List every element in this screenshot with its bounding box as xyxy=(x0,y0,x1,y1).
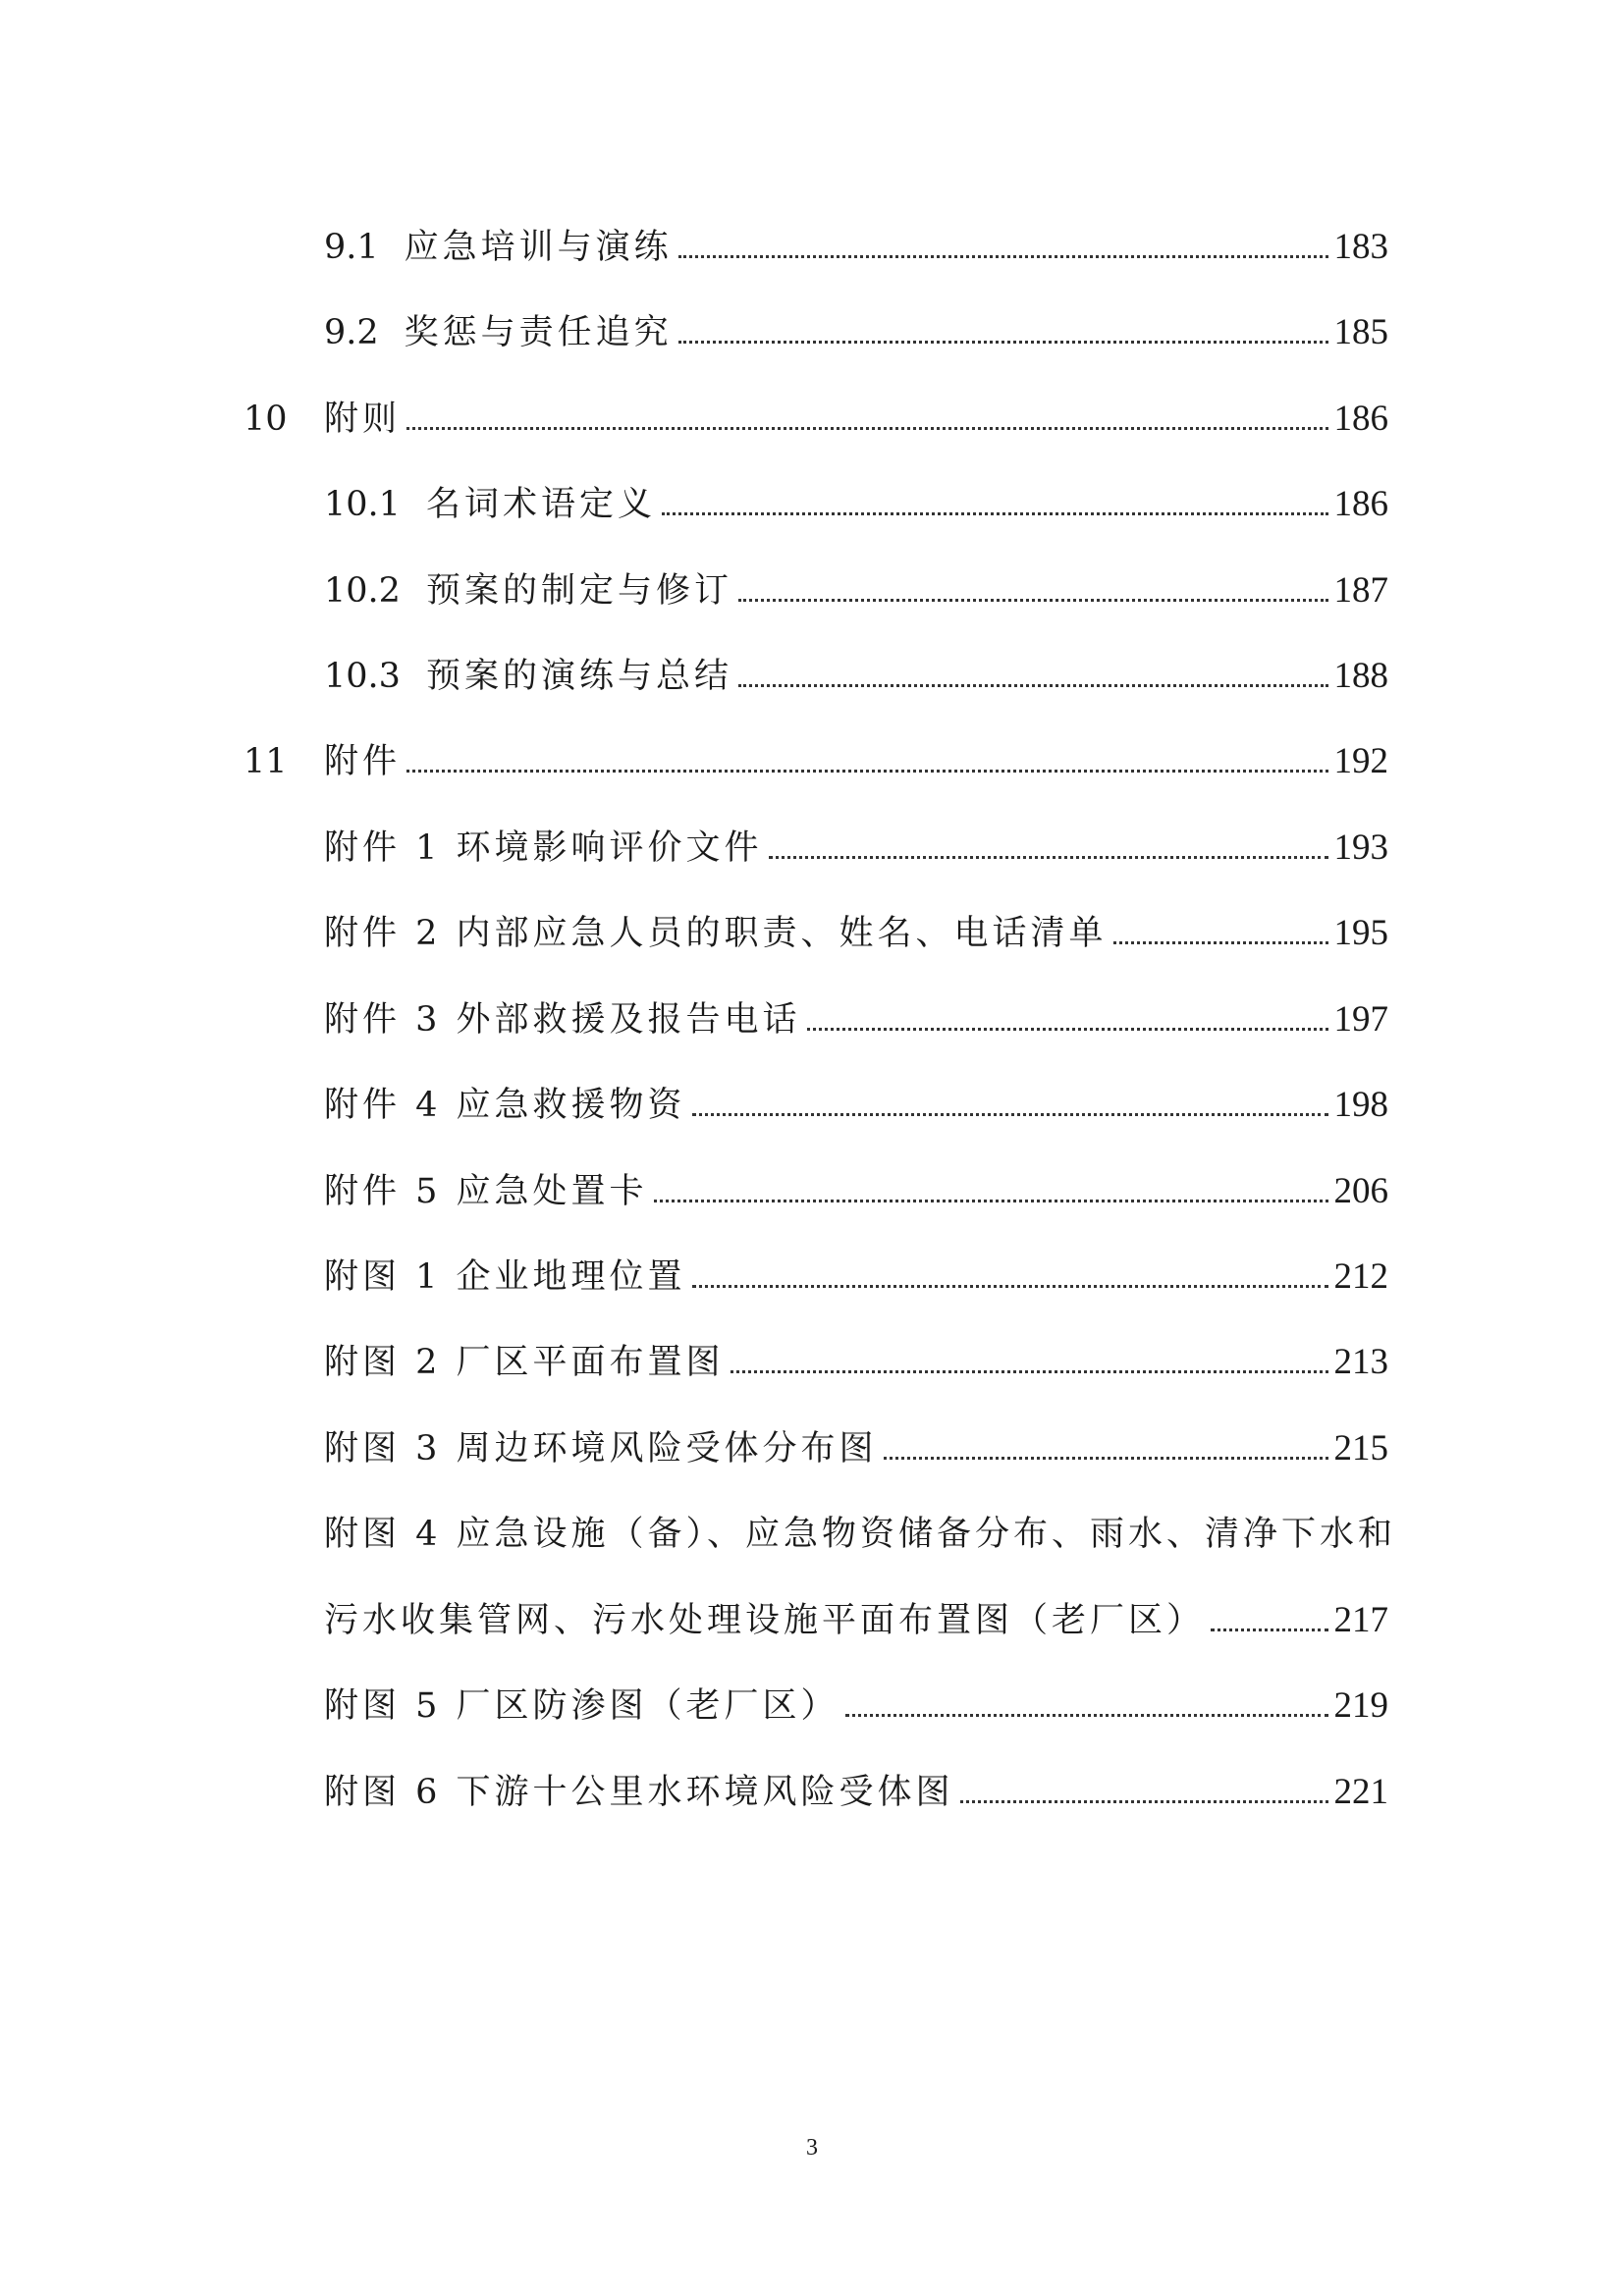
toc-entry[interactable] xyxy=(324,1410,1388,1468)
toc-entry-page: 186 xyxy=(1333,399,1388,439)
dot-leader xyxy=(692,1112,1328,1116)
toc-entry-title: 附件 4 应急救援物资 xyxy=(324,1086,686,1125)
dot-leader xyxy=(662,511,1328,515)
toc-entry-continuation[interactable] xyxy=(324,1581,1388,1640)
toc-entry-title: 预案的演练与总结 xyxy=(425,657,732,696)
toc-entry-title: 附件 3 外部救援及报告电话 xyxy=(324,1000,801,1040)
toc-entry-title: 附图 1 企业地理位置 xyxy=(324,1257,686,1297)
toc-entry-page: 219 xyxy=(1333,1685,1388,1726)
toc-entry[interactable] xyxy=(324,894,1388,953)
toc-entry-page: 217 xyxy=(1333,1600,1388,1640)
toc-entry-title: 名词术语定义 xyxy=(425,485,656,524)
dot-leader xyxy=(738,598,1328,602)
toc-entry[interactable] xyxy=(324,1667,1388,1726)
toc-entry-title: 应急培训与演练 xyxy=(404,228,673,267)
dot-leader xyxy=(769,855,1328,859)
toc-entry-title: 污水收集管网、污水处理设施平面布置图（老厂区） xyxy=(324,1601,1206,1640)
toc-entry-title: 附图 3 周边环境风险受体分布图 xyxy=(324,1429,878,1468)
toc-entry-title: 附件 2 内部应急人员的职责、姓名、电话清单 xyxy=(324,914,1108,953)
toc-entry-title: 预案的制定与修订 xyxy=(425,571,732,611)
toc-entry[interactable] xyxy=(324,1066,1388,1125)
toc-entry-title: 附图 4 应急设施（备）、应急物资储备分布、雨水、清净下水和 xyxy=(324,1515,1397,1554)
toc-entry-page: 188 xyxy=(1333,656,1388,696)
dot-leader xyxy=(1113,940,1328,944)
toc-entry[interactable] xyxy=(324,809,1388,868)
toc-entry[interactable] xyxy=(324,294,1388,352)
dot-leader xyxy=(738,683,1328,687)
dot-leader xyxy=(406,769,1327,773)
toc-entry[interactable] xyxy=(324,1152,1388,1211)
page-number: 3 xyxy=(806,2135,818,2161)
toc-entry[interactable] xyxy=(244,380,1388,439)
toc-entry[interactable] xyxy=(324,1238,1388,1297)
toc-entry-page: 195 xyxy=(1333,913,1388,953)
toc-entry-number: 9.2 xyxy=(324,313,379,352)
toc-entry-title: 附件 1 环境影响评价文件 xyxy=(324,828,763,868)
toc-entry-title: 奖惩与责任追究 xyxy=(404,313,673,352)
toc-entry-page: 213 xyxy=(1333,1342,1388,1382)
toc-entry-page: 185 xyxy=(1333,312,1388,352)
toc-entry-title: 附图 2 厂区平面布置图 xyxy=(324,1343,725,1382)
dot-leader xyxy=(1211,1628,1327,1631)
toc-entry[interactable] xyxy=(324,981,1388,1040)
toc-entry-title: 附图 5 厂区防渗图（老厂区） xyxy=(324,1686,839,1726)
toc-entry-title: 附件 xyxy=(324,742,402,781)
dot-leader xyxy=(406,426,1327,430)
toc-entry-page: 187 xyxy=(1333,570,1388,611)
dot-leader xyxy=(731,1369,1328,1373)
dot-leader xyxy=(692,1284,1328,1288)
toc-entry-page: 197 xyxy=(1333,999,1388,1040)
toc-entry-page: 206 xyxy=(1333,1171,1388,1211)
dot-leader xyxy=(678,340,1328,344)
toc-entry-page: 198 xyxy=(1333,1085,1388,1125)
toc-entry[interactable] xyxy=(324,1323,1388,1382)
toc-entry-number: 10 xyxy=(244,400,288,439)
dot-leader xyxy=(884,1456,1328,1460)
dot-leader xyxy=(960,1799,1328,1803)
toc-entry[interactable] xyxy=(324,552,1388,611)
toc-entry[interactable] xyxy=(244,722,1388,781)
toc-entry-title: 附件 5 应急处置卡 xyxy=(324,1172,648,1211)
dot-leader xyxy=(654,1199,1328,1202)
toc-entry-title: 附图 6 下游十公里水环境风险受体图 xyxy=(324,1773,954,1812)
toc-entry-page: 183 xyxy=(1333,227,1388,267)
toc-entry-page: 221 xyxy=(1333,1772,1388,1812)
toc-entry-number: 9.1 xyxy=(324,228,379,267)
dot-leader xyxy=(807,1027,1328,1031)
toc-entry-page: 192 xyxy=(1333,741,1388,781)
toc-entry[interactable] xyxy=(324,208,1388,267)
toc-entry-number: 10.1 xyxy=(324,485,401,524)
toc-entry-number: 11 xyxy=(244,742,288,781)
toc-entry-number: 10.2 xyxy=(324,571,401,611)
dot-leader xyxy=(845,1713,1328,1717)
toc-entry[interactable] xyxy=(324,465,1388,524)
toc-entry[interactable] xyxy=(324,1753,1388,1812)
dot-leader xyxy=(678,254,1328,258)
toc-entry-page: 212 xyxy=(1333,1256,1388,1297)
toc-entry-number: 10.3 xyxy=(324,657,401,696)
toc-entry[interactable] xyxy=(324,637,1388,696)
toc-entry-first-line[interactable] xyxy=(324,1495,1397,1554)
toc-entry-page: 193 xyxy=(1333,828,1388,868)
toc-entry-page: 186 xyxy=(1333,484,1388,524)
toc-entry-title: 附则 xyxy=(324,400,402,439)
toc-entry-page: 215 xyxy=(1333,1428,1388,1468)
